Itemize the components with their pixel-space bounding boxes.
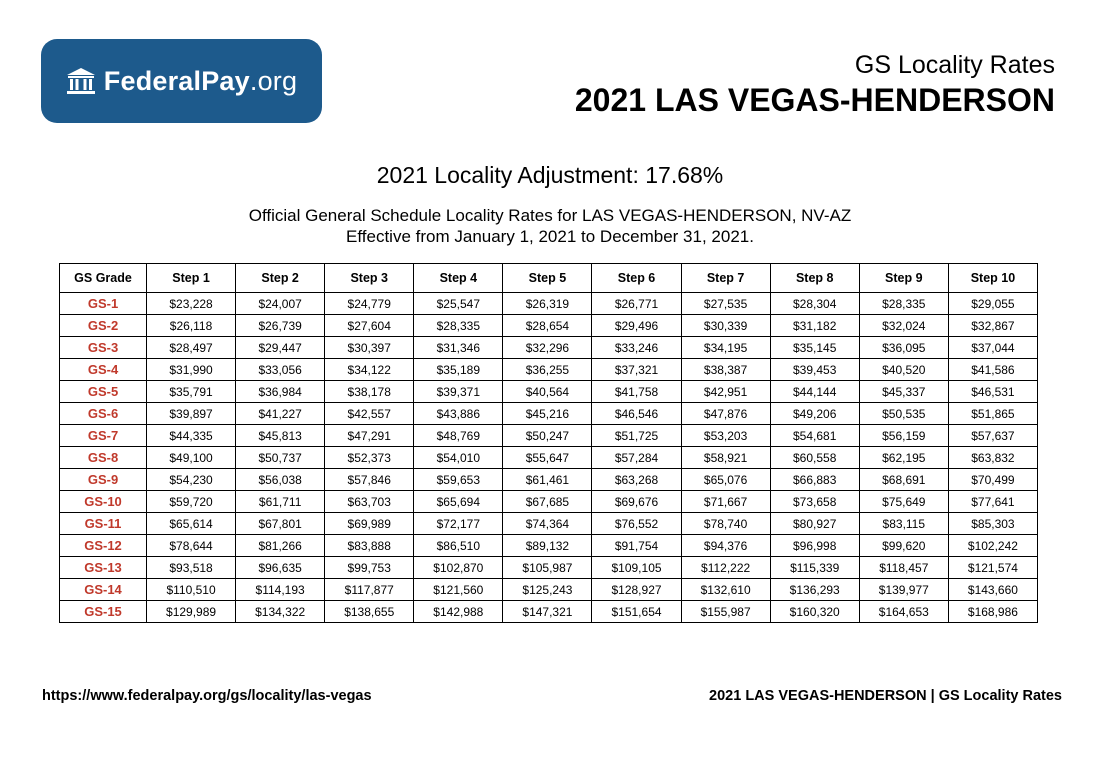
rate-cell-step-6: $91,754 [592, 535, 681, 557]
table-row [60, 557, 1038, 579]
rate-cell-step-9: $36,095 [859, 337, 948, 359]
rate-cell-step-8: $31,182 [770, 315, 859, 337]
rate-cell-step-2: $67,801 [236, 513, 325, 535]
header-step-8: Step 8 [770, 264, 859, 293]
capitol-columns-icon [66, 67, 96, 95]
rate-cell-step-3: $138,655 [325, 601, 414, 623]
rate-cell-step-7: $42,951 [681, 381, 770, 403]
rate-cell-step-8: $44,144 [770, 381, 859, 403]
grade-cell: GS-1 [60, 293, 147, 315]
grade-cell: GS-11 [60, 513, 147, 535]
federalpay-logo [41, 39, 322, 123]
rate-cell-step-2: $29,447 [236, 337, 325, 359]
rate-cell-step-6: $26,771 [592, 293, 681, 315]
rate-cell-step-4: $59,653 [414, 469, 503, 491]
rate-cell-step-6: $128,927 [592, 579, 681, 601]
rate-cell-step-7: $71,667 [681, 491, 770, 513]
table-body [60, 293, 1038, 623]
rate-cell-step-9: $45,337 [859, 381, 948, 403]
grade-cell: GS-15 [60, 601, 147, 623]
rate-cell-step-8: $115,339 [770, 557, 859, 579]
header-step-7: Step 7 [681, 264, 770, 293]
rate-cell-step-5: $147,321 [503, 601, 592, 623]
rate-cell-step-3: $24,779 [325, 293, 414, 315]
rate-cell-step-8: $136,293 [770, 579, 859, 601]
grade-cell: GS-2 [60, 315, 147, 337]
rate-cell-step-5: $28,654 [503, 315, 592, 337]
grade-cell: GS-3 [60, 337, 147, 359]
rate-cell-step-5: $32,296 [503, 337, 592, 359]
rate-cell-step-6: $29,496 [592, 315, 681, 337]
rate-cell-step-2: $96,635 [236, 557, 325, 579]
grade-cell: GS-13 [60, 557, 147, 579]
description-line-1: Official General Schedule Locality Rates for LAS VEGAS-HENDERSON, NV-AZ [248, 206, 852, 225]
grade-cell: GS-5 [60, 381, 147, 403]
rate-cell-step-6: $51,725 [592, 425, 681, 447]
rate-cell-step-6: $109,105 [592, 557, 681, 579]
rate-cell-step-5: $125,243 [503, 579, 592, 601]
header-step-4: Step 4 [414, 264, 503, 293]
rate-cell-step-10: $63,832 [948, 447, 1037, 469]
grade-cell: GS-6 [60, 403, 147, 425]
rate-cell-step-7: $58,921 [681, 447, 770, 469]
rate-cell-step-4: $121,560 [414, 579, 503, 601]
rate-cell-step-6: $63,268 [592, 469, 681, 491]
rate-cell-step-7: $65,076 [681, 469, 770, 491]
rate-cell-step-6: $37,321 [592, 359, 681, 381]
rate-cell-step-5: $89,132 [503, 535, 592, 557]
rate-cell-step-10: $41,586 [948, 359, 1037, 381]
rate-cell-step-10: $121,574 [948, 557, 1037, 579]
rate-cell-step-2: $114,193 [236, 579, 325, 601]
rate-cell-step-1: $23,228 [147, 293, 236, 315]
page-title: 2021 LAS VEGAS-HENDERSON [574, 82, 1055, 118]
rate-cell-step-7: $27,535 [681, 293, 770, 315]
rate-cell-step-6: $46,546 [592, 403, 681, 425]
table-row [60, 315, 1038, 337]
header-subtitle: GS Locality Rates [854, 51, 1055, 79]
table-row [60, 579, 1038, 601]
rate-cell-step-3: $30,397 [325, 337, 414, 359]
rate-cell-step-7: $155,987 [681, 601, 770, 623]
rate-cell-step-1: $35,791 [147, 381, 236, 403]
rate-cell-step-8: $39,453 [770, 359, 859, 381]
rate-cell-step-4: $54,010 [414, 447, 503, 469]
rate-cell-step-10: $143,660 [948, 579, 1037, 601]
rate-cell-step-6: $57,284 [592, 447, 681, 469]
rate-cell-step-5: $61,461 [503, 469, 592, 491]
rate-cell-step-9: $28,335 [859, 293, 948, 315]
header-step-10: Step 10 [948, 264, 1037, 293]
logo-brand-bold: FederalPay [103, 65, 250, 96]
rate-cell-step-6: $76,552 [592, 513, 681, 535]
header-step-9: Step 9 [859, 264, 948, 293]
rate-cell-step-8: $28,304 [770, 293, 859, 315]
locality-rates-table [59, 263, 1038, 623]
rate-cell-step-10: $102,242 [948, 535, 1037, 557]
table-row [60, 469, 1038, 491]
rate-cell-step-8: $73,658 [770, 491, 859, 513]
rate-cell-step-2: $56,038 [236, 469, 325, 491]
grade-cell: GS-10 [60, 491, 147, 513]
rate-cell-step-10: $29,055 [948, 293, 1037, 315]
table-row [60, 337, 1038, 359]
rate-cell-step-1: $65,614 [147, 513, 236, 535]
rate-cell-step-7: $38,387 [681, 359, 770, 381]
rate-cell-step-4: $31,346 [414, 337, 503, 359]
table-row [60, 293, 1038, 315]
header-step-2: Step 2 [236, 264, 325, 293]
rate-cell-step-9: $139,977 [859, 579, 948, 601]
rate-cell-step-10: $77,641 [948, 491, 1037, 513]
rate-cell-step-2: $61,711 [236, 491, 325, 513]
rate-cell-step-1: $59,720 [147, 491, 236, 513]
locality-adjustment: 2021 Locality Adjustment: 17.68% [376, 162, 724, 188]
rate-cell-step-7: $94,376 [681, 535, 770, 557]
rate-cell-step-2: $45,813 [236, 425, 325, 447]
header-step-6: Step 6 [592, 264, 681, 293]
table-row [60, 381, 1038, 403]
header-gs-grade: GS Grade [60, 264, 147, 293]
rate-cell-step-9: $68,691 [859, 469, 948, 491]
rate-cell-step-3: $38,178 [325, 381, 414, 403]
rate-cell-step-9: $56,159 [859, 425, 948, 447]
rate-cell-step-1: $110,510 [147, 579, 236, 601]
rate-cell-step-9: $83,115 [859, 513, 948, 535]
table-row [60, 403, 1038, 425]
rate-cell-step-4: $25,547 [414, 293, 503, 315]
description-line-2: Effective from January 1, 2021 to December 31, 2021. [346, 227, 754, 246]
rate-cell-step-8: $49,206 [770, 403, 859, 425]
rate-cell-step-3: $57,846 [325, 469, 414, 491]
rate-cell-step-1: $31,990 [147, 359, 236, 381]
rate-cell-step-1: $49,100 [147, 447, 236, 469]
rate-cell-step-8: $66,883 [770, 469, 859, 491]
rate-cell-step-8: $54,681 [770, 425, 859, 447]
rate-cell-step-5: $40,564 [503, 381, 592, 403]
rate-cell-step-4: $43,886 [414, 403, 503, 425]
schedule-description [0, 205, 1100, 247]
rate-cell-step-3: $117,877 [325, 579, 414, 601]
rate-cell-step-2: $50,737 [236, 447, 325, 469]
rate-cell-step-10: $70,499 [948, 469, 1037, 491]
rate-cell-step-8: $60,558 [770, 447, 859, 469]
rate-cell-step-7: $47,876 [681, 403, 770, 425]
rate-cell-step-1: $39,897 [147, 403, 236, 425]
rate-cell-step-6: $41,758 [592, 381, 681, 403]
rate-cell-step-10: $51,865 [948, 403, 1037, 425]
rate-cell-step-6: $151,654 [592, 601, 681, 623]
rate-cell-step-2: $36,984 [236, 381, 325, 403]
rate-cell-step-3: $83,888 [325, 535, 414, 557]
table-row [60, 447, 1038, 469]
rate-cell-step-3: $27,604 [325, 315, 414, 337]
rate-cell-step-3: $34,122 [325, 359, 414, 381]
grade-cell: GS-7 [60, 425, 147, 447]
rate-cell-step-3: $42,557 [325, 403, 414, 425]
rate-cell-step-7: $34,195 [681, 337, 770, 359]
rate-cell-step-10: $32,867 [948, 315, 1037, 337]
rate-cell-step-8: $80,927 [770, 513, 859, 535]
table-row [60, 601, 1038, 623]
rate-cell-step-10: $168,986 [948, 601, 1037, 623]
grade-cell: GS-4 [60, 359, 147, 381]
rate-cell-step-9: $32,024 [859, 315, 948, 337]
rate-cell-step-10: $46,531 [948, 381, 1037, 403]
rate-cell-step-7: $30,339 [681, 315, 770, 337]
grade-cell: GS-9 [60, 469, 147, 491]
table-header-row [60, 264, 1038, 293]
rate-cell-step-1: $28,497 [147, 337, 236, 359]
rate-cell-step-3: $99,753 [325, 557, 414, 579]
rate-cell-step-4: $35,189 [414, 359, 503, 381]
footer-url: https://www.federalpay.org/gs/locality/las-vegas [42, 688, 372, 704]
table-row [60, 425, 1038, 447]
table-row [60, 513, 1038, 535]
rate-cell-step-2: $41,227 [236, 403, 325, 425]
rate-cell-step-2: $24,007 [236, 293, 325, 315]
rate-cell-step-8: $35,145 [770, 337, 859, 359]
grade-cell: GS-14 [60, 579, 147, 601]
rate-cell-step-6: $33,246 [592, 337, 681, 359]
rate-cell-step-4: $86,510 [414, 535, 503, 557]
rate-cell-step-5: $74,364 [503, 513, 592, 535]
header-step-3: Step 3 [325, 264, 414, 293]
rate-cell-step-10: $85,303 [948, 513, 1037, 535]
rate-cell-step-9: $62,195 [859, 447, 948, 469]
logo-brand-light: .org [249, 65, 298, 96]
rate-cell-step-3: $69,989 [325, 513, 414, 535]
rate-cell-step-7: $112,222 [681, 557, 770, 579]
rate-cell-step-3: $47,291 [325, 425, 414, 447]
rate-cell-step-4: $48,769 [414, 425, 503, 447]
rate-cell-step-5: $45,216 [503, 403, 592, 425]
header-step-1: Step 1 [147, 264, 236, 293]
rate-cell-step-9: $75,649 [859, 491, 948, 513]
rate-cell-step-5: $67,685 [503, 491, 592, 513]
rate-cell-step-3: $63,703 [325, 491, 414, 513]
header-step-5: Step 5 [503, 264, 592, 293]
rate-cell-step-9: $40,520 [859, 359, 948, 381]
rate-cell-step-4: $39,371 [414, 381, 503, 403]
rate-cell-step-4: $102,870 [414, 557, 503, 579]
rate-cell-step-1: $93,518 [147, 557, 236, 579]
logo-text [104, 66, 297, 97]
rate-cell-step-7: $78,740 [681, 513, 770, 535]
rate-cell-step-10: $37,044 [948, 337, 1037, 359]
rate-cell-step-1: $54,230 [147, 469, 236, 491]
rate-cell-step-5: $50,247 [503, 425, 592, 447]
table-row [60, 491, 1038, 513]
grade-cell: GS-8 [60, 447, 147, 469]
rate-cell-step-9: $164,653 [859, 601, 948, 623]
rate-cell-step-1: $26,118 [147, 315, 236, 337]
rate-cell-step-4: $65,694 [414, 491, 503, 513]
rate-cell-step-5: $105,987 [503, 557, 592, 579]
rate-cell-step-7: $53,203 [681, 425, 770, 447]
rate-cell-step-8: $160,320 [770, 601, 859, 623]
rate-cell-step-6: $69,676 [592, 491, 681, 513]
rate-cell-step-3: $52,373 [325, 447, 414, 469]
rate-cell-step-1: $44,335 [147, 425, 236, 447]
rate-cell-step-9: $118,457 [859, 557, 948, 579]
table-row [60, 535, 1038, 557]
rate-cell-step-1: $129,989 [147, 601, 236, 623]
footer-caption: 2021 LAS VEGAS-HENDERSON | GS Locality Rates [709, 688, 1062, 704]
rate-cell-step-4: $28,335 [414, 315, 503, 337]
rate-cell-step-5: $36,255 [503, 359, 592, 381]
rate-cell-step-4: $72,177 [414, 513, 503, 535]
rate-cell-step-8: $96,998 [770, 535, 859, 557]
rate-cell-step-2: $33,056 [236, 359, 325, 381]
rate-cell-step-4: $142,988 [414, 601, 503, 623]
rate-cell-step-1: $78,644 [147, 535, 236, 557]
rate-cell-step-2: $81,266 [236, 535, 325, 557]
rate-cell-step-9: $99,620 [859, 535, 948, 557]
rate-cell-step-2: $26,739 [236, 315, 325, 337]
grade-cell: GS-12 [60, 535, 147, 557]
rate-cell-step-10: $57,637 [948, 425, 1037, 447]
rate-cell-step-9: $50,535 [859, 403, 948, 425]
rate-cell-step-5: $26,319 [503, 293, 592, 315]
rate-cell-step-5: $55,647 [503, 447, 592, 469]
rate-cell-step-2: $134,322 [236, 601, 325, 623]
table-row [60, 359, 1038, 381]
rate-cell-step-7: $132,610 [681, 579, 770, 601]
